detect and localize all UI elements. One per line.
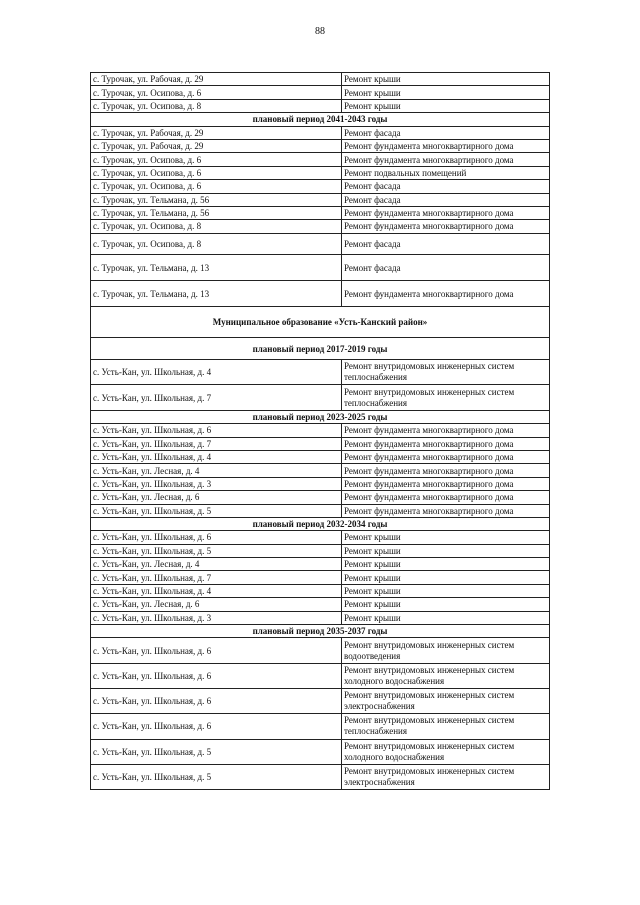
work-type-cell: Ремонт фасада [342,180,550,193]
address-cell: с. Турочак, ул. Тельмана, д. 56 [91,206,342,219]
section-header: плановый период 2017-2019 годы [91,338,550,360]
address-cell: с. Усть-Кан, ул. Лесная, д. 4 [91,464,342,477]
address-cell: с. Усть-Кан, ул. Школьная, д. 5 [91,504,342,517]
table-row [91,206,550,219]
address-cell: с. Усть-Кан, ул. Школьная, д. 7 [91,571,342,584]
work-type-cell: Ремонт крыши [342,611,550,624]
section-header-row [91,625,550,638]
address-cell: с. Турочак, ул. Осипова, д. 8 [91,220,342,233]
table-row [91,714,550,739]
address-cell: с. Турочак, ул. Осипова, д. 6 [91,86,342,99]
table-row [91,360,550,385]
section-header: плановый период 2032-2034 годы [91,517,550,530]
table-row [91,86,550,99]
address-cell: с. Усть-Кан, ул. Школьная, д. 7 [91,437,342,450]
repair-schedule-table [90,72,550,790]
table-row [91,233,550,255]
address-cell: с. Усть-Кан, ул. Школьная, д. 4 [91,584,342,597]
work-type-cell: Ремонт фундамента многоквартирного дома [342,477,550,490]
address-cell: с. Турочак, ул. Осипова, д. 6 [91,180,342,193]
address-cell: с. Усть-Кан, ул. Школьная, д. 6 [91,638,342,663]
address-cell: с. Турочак, ул. Осипова, д. 8 [91,233,342,255]
work-type-cell: Ремонт внутридомовых инженерных систем электроснабжения [342,764,550,789]
table-row [91,424,550,437]
table-row [91,193,550,206]
work-type-cell: Ремонт крыши [342,571,550,584]
address-cell: с. Турочак, ул. Рабочая, д. 29 [91,73,342,86]
address-cell: с. Усть-Кан, ул. Школьная, д. 3 [91,611,342,624]
table-row [91,611,550,624]
work-type-cell: Ремонт фундамента многоквартирного дома [342,504,550,517]
table-row [91,99,550,112]
table-row [91,689,550,714]
table-row [91,764,550,789]
work-type-cell: Ремонт внутридомовых инженерных систем теплоснабжения [342,385,550,410]
section-header-row [91,307,550,338]
address-cell: с. Турочак, ул. Осипова, д. 6 [91,153,342,166]
table-row [91,385,550,410]
table-row [91,220,550,233]
address-cell: с. Турочак, ул. Осипова, д. 8 [91,99,342,112]
address-cell: с. Усть-Кан, ул. Лесная, д. 4 [91,558,342,571]
address-cell: с. Усть-Кан, ул. Школьная, д. 5 [91,739,342,764]
work-type-cell: Ремонт фундамента многоквартирного дома [342,153,550,166]
work-type-cell: Ремонт фундамента многоквартирного дома [342,437,550,450]
work-type-cell: Ремонт внутридомовых инженерных систем холодного водоснабжения [342,739,550,764]
work-type-cell: Ремонт внутридомовых инженерных систем электроснабжения [342,689,550,714]
work-type-cell: Ремонт фундамента многоквартирного дома [342,491,550,504]
table-row [91,598,550,611]
section-header-row [91,113,550,126]
table-row [91,739,550,764]
work-type-cell: Ремонт фундамента многоквартирного дома [342,206,550,219]
address-cell: с. Усть-Кан, ул. Школьная, д. 6 [91,663,342,688]
address-cell: с. Усть-Кан, ул. Школьная, д. 3 [91,477,342,490]
work-type-cell: Ремонт фасада [342,126,550,139]
work-type-cell: Ремонт фундамента многоквартирного дома [342,220,550,233]
table-row [91,531,550,544]
work-type-cell: Ремонт крыши [342,73,550,86]
work-type-cell: Ремонт подвальных помещений [342,166,550,179]
table-row [91,139,550,152]
table-row [91,584,550,597]
work-type-cell: Ремонт крыши [342,99,550,112]
work-type-cell: Ремонт фундамента многоквартирного дома [342,139,550,152]
work-type-cell: Ремонт фундамента многоквартирного дома [342,424,550,437]
work-type-cell: Ремонт крыши [342,558,550,571]
table-row [91,638,550,663]
table-row [91,450,550,463]
table-row [91,464,550,477]
section-header-row [91,410,550,423]
address-cell: с. Усть-Кан, ул. Школьная, д. 6 [91,714,342,739]
section-header: плановый период 2023-2025 годы [91,410,550,423]
table-row [91,126,550,139]
address-cell: с. Усть-Кан, ул. Школьная, д. 6 [91,424,342,437]
work-type-cell: Ремонт крыши [342,86,550,99]
address-cell: с. Усть-Кан, ул. Лесная, д. 6 [91,491,342,504]
work-type-cell: Ремонт крыши [342,544,550,557]
table-row [91,437,550,450]
address-cell: с. Турочак, ул. Рабочая, д. 29 [91,126,342,139]
section-header: плановый период 2041-2043 годы [91,113,550,126]
table-row [91,73,550,86]
work-type-cell: Ремонт фундамента многоквартирного дома [342,281,550,307]
address-cell: с. Усть-Кан, ул. Школьная, д. 4 [91,450,342,463]
address-cell: с. Турочак, ул. Тельмана, д. 13 [91,255,342,281]
work-type-cell: Ремонт внутридомовых инженерных систем теплоснабжения [342,714,550,739]
work-type-cell: Ремонт фундамента многоквартирного дома [342,450,550,463]
section-header-row [91,338,550,360]
address-cell: с. Усть-Кан, ул. Школьная, д. 6 [91,531,342,544]
address-cell: с. Турочак, ул. Тельмана, д. 56 [91,193,342,206]
address-cell: с. Усть-Кан, ул. Школьная, д. 4 [91,360,342,385]
address-cell: с. Турочак, ул. Осипова, д. 6 [91,166,342,179]
table-row [91,504,550,517]
address-cell: с. Усть-Кан, ул. Школьная, д. 7 [91,385,342,410]
table-body [91,73,550,790]
work-type-cell: Ремонт крыши [342,531,550,544]
table-row [91,571,550,584]
address-cell: с. Турочак, ул. Рабочая, д. 29 [91,139,342,152]
table-row [91,281,550,307]
work-type-cell: Ремонт внутридомовых инженерных систем водоотведения [342,638,550,663]
table-row [91,491,550,504]
section-header: плановый период 2035-2037 годы [91,625,550,638]
page-number: 88 [315,26,325,37]
table-row [91,544,550,557]
work-type-cell: Ремонт фундамента многоквартирного дома [342,464,550,477]
address-cell: с. Усть-Кан, ул. Лесная, д. 6 [91,598,342,611]
table-row [91,477,550,490]
table-row [91,166,550,179]
address-cell: с. Турочак, ул. Тельмана, д. 13 [91,281,342,307]
table-row [91,255,550,281]
section-header-row [91,517,550,530]
table-row [91,153,550,166]
work-type-cell: Ремонт фасада [342,193,550,206]
work-type-cell: Ремонт фасада [342,255,550,281]
section-header: Муниципальное образование «Усть-Канский район» [91,307,550,338]
work-type-cell: Ремонт крыши [342,598,550,611]
address-cell: с. Усть-Кан, ул. Школьная, д. 5 [91,544,342,557]
address-cell: с. Усть-Кан, ул. Школьная, д. 5 [91,764,342,789]
work-type-cell: Ремонт фасада [342,233,550,255]
work-type-cell: Ремонт крыши [342,584,550,597]
table-row [91,180,550,193]
address-cell: с. Усть-Кан, ул. Школьная, д. 6 [91,689,342,714]
work-type-cell: Ремонт внутридомовых инженерных систем холодного водоснабжения [342,663,550,688]
table-row [91,663,550,688]
work-type-cell: Ремонт внутридомовых инженерных систем теплоснабжения [342,360,550,385]
table-row [91,558,550,571]
